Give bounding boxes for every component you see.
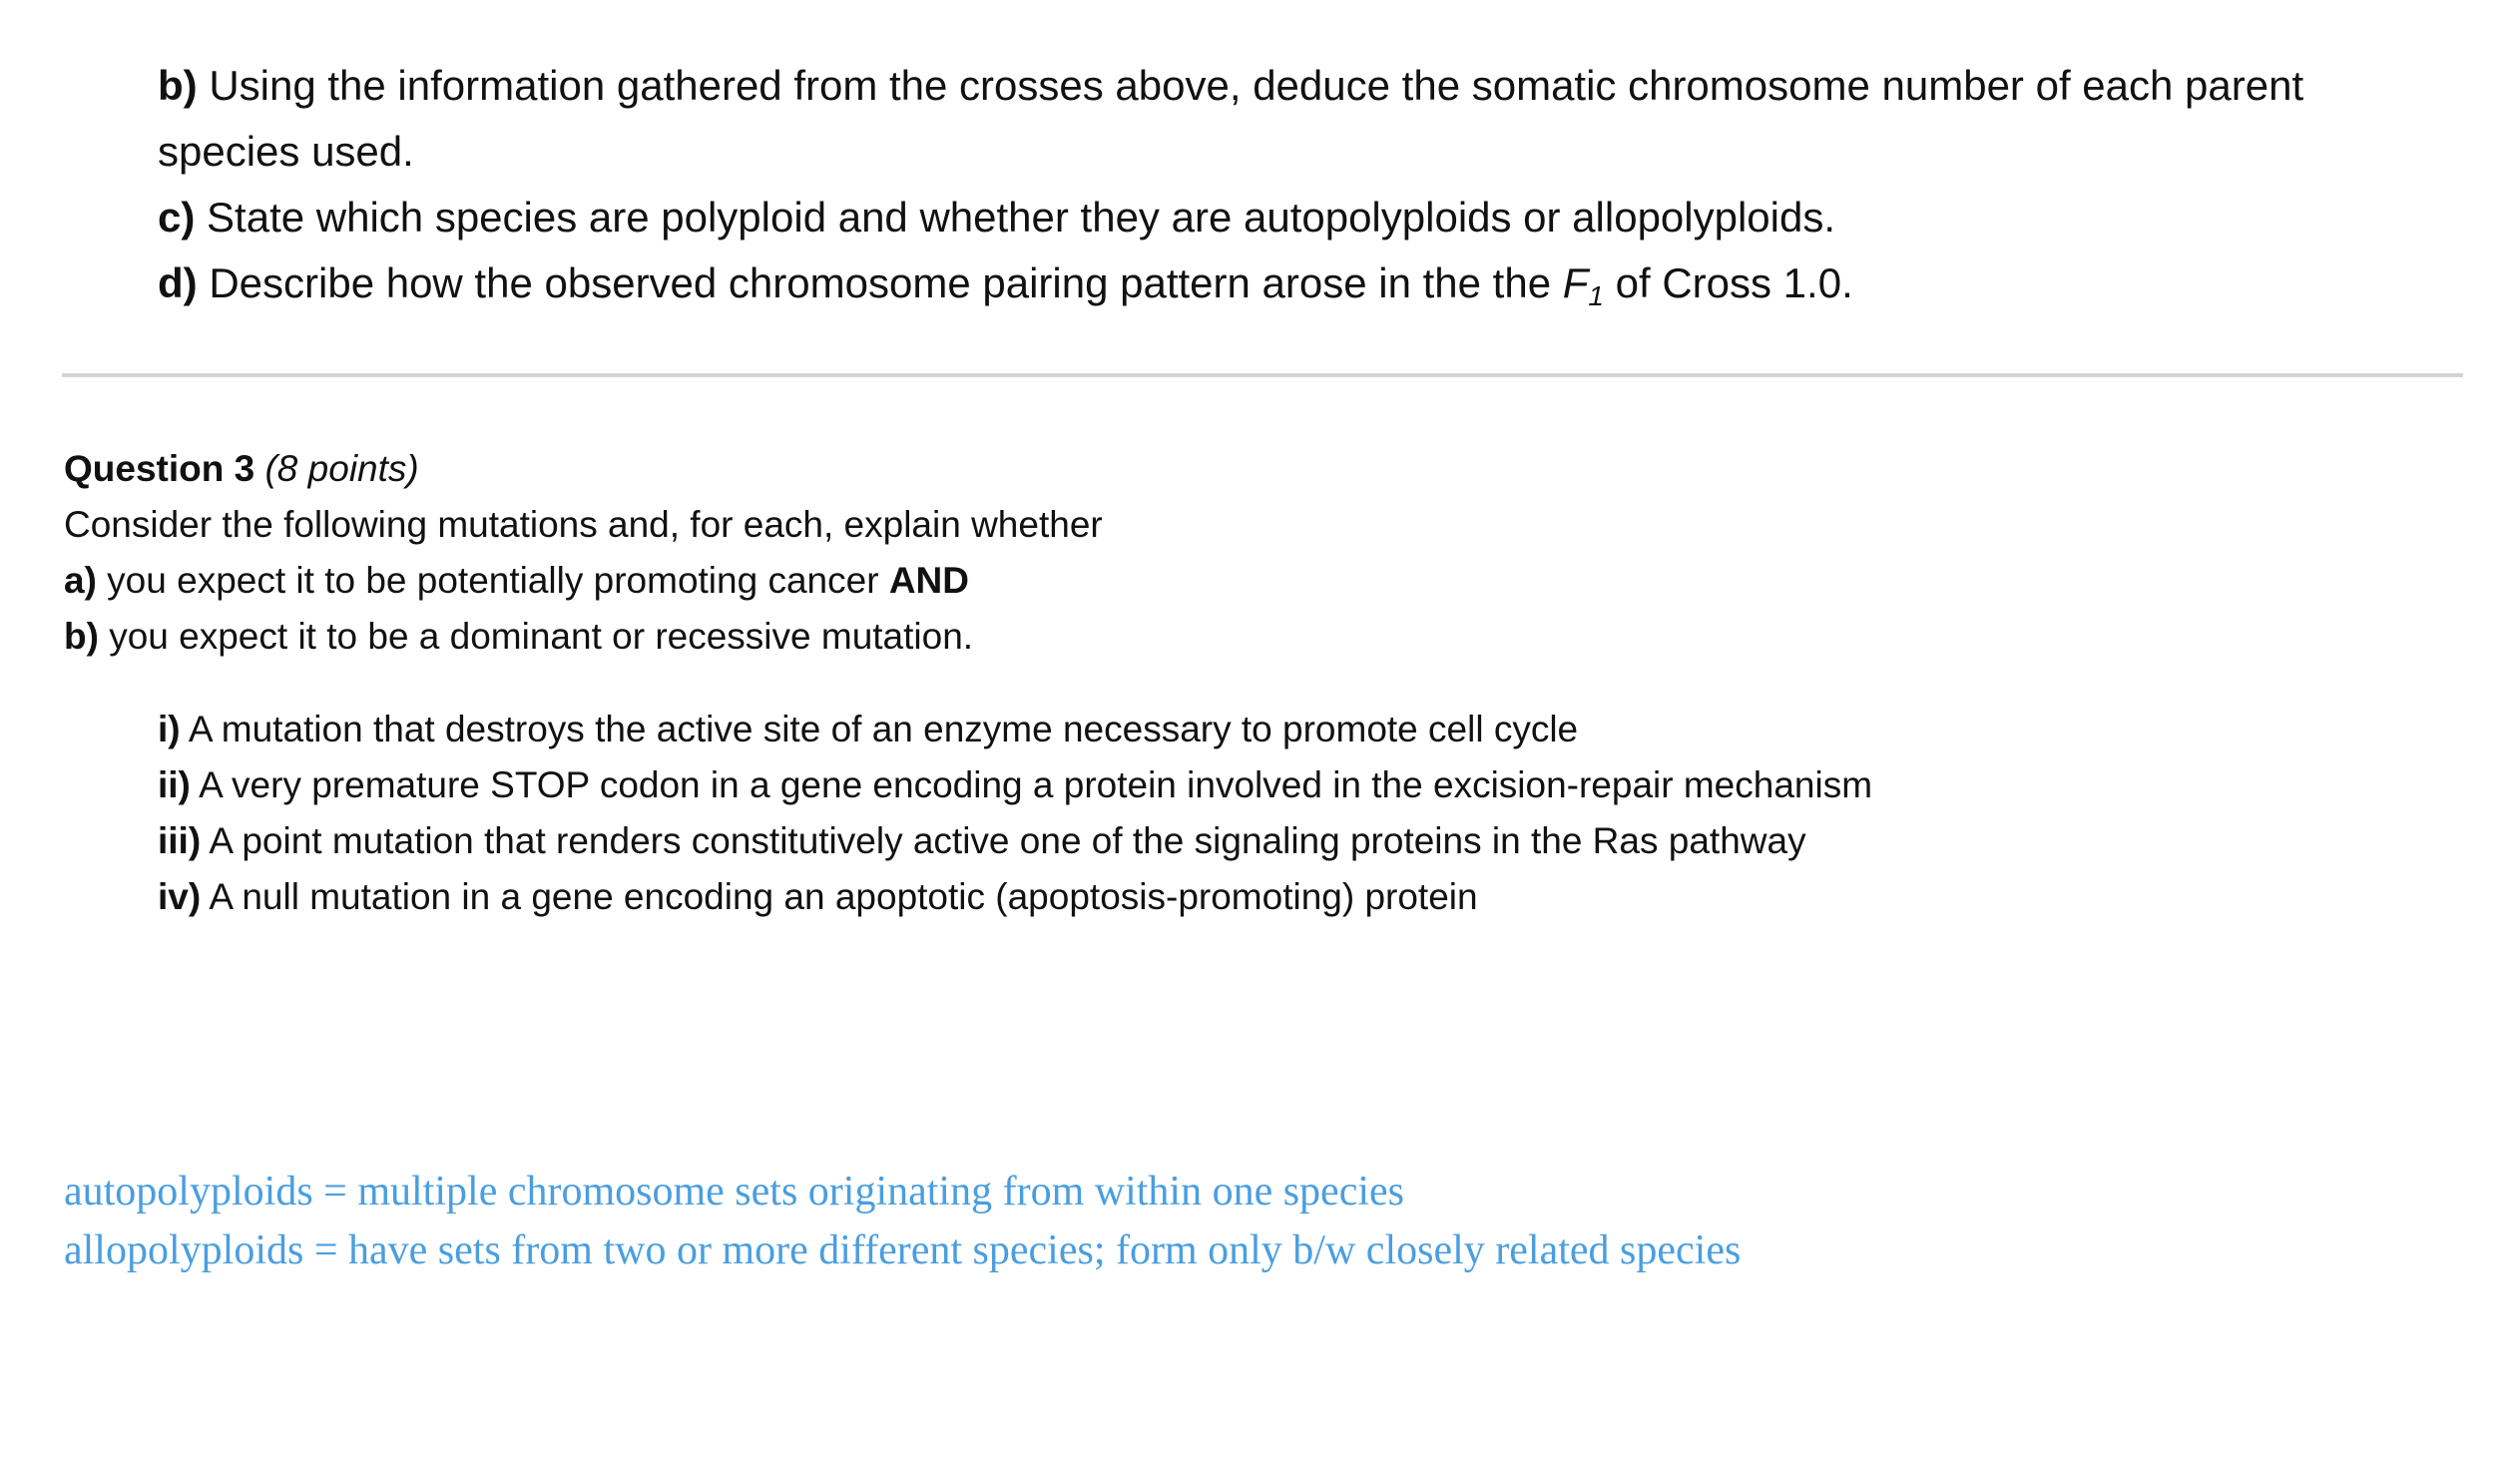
question3-heading [64, 441, 419, 497]
mutation-item-text: A very premature STOP codon in a gene encoding a protein involved in the excision-repair mechanism [190, 764, 1873, 805]
question3-part-a [64, 553, 969, 609]
part-c [158, 185, 1835, 250]
part-d [158, 250, 1853, 329]
question3-a-text: you expect it to be potentially promoting cancer [96, 560, 889, 601]
mutation-item-label: iv) [158, 876, 202, 917]
mutation-item-label: ii) [158, 764, 191, 805]
mutation-item-text: A point mutation that renders constitutively active one of the signaling proteins in the Ras pathway [201, 820, 1806, 861]
question3-title: Question 3 [64, 448, 255, 489]
question3-points: (8 points) [264, 448, 419, 489]
mutation-item-i [158, 702, 1578, 757]
part-b-label: b) [158, 62, 198, 109]
part-c-text: State which species are polyploid and whether they are autopolyploids or allopolyploids. [195, 194, 1836, 241]
question3-a-and: AND [888, 560, 969, 601]
part-d-f-subscript: 1 [1588, 280, 1604, 311]
mutation-item-iii [158, 813, 1806, 869]
question3-a-label: a) [64, 560, 97, 601]
question3-part-b [64, 609, 973, 665]
question3-b-text: you expect it to be a dominant or recessive mutation. [98, 616, 974, 657]
mutation-item-label: iii) [158, 820, 202, 861]
part-d-text-after: of Cross 1.0. [1603, 259, 1853, 306]
part-b-line1 [158, 53, 2303, 119]
mutation-item-text: A mutation that destroys the active site of an enzyme necessary to promote cell cycle [180, 709, 1579, 749]
part-c-label: c) [158, 194, 196, 241]
question3-b-label: b) [64, 616, 99, 657]
part-d-label: d) [158, 259, 198, 306]
part-d-f-letter: F [1562, 259, 1589, 306]
part-b-line2: species used. [158, 128, 414, 175]
mutation-item-ii [158, 757, 1872, 813]
note-autopolyploids: autopolyploids = multiple chromosome sets originating from within one species [64, 1169, 1404, 1215]
part-d-text-before: Describe how the observed chromosome pairing pattern arose in the the [197, 259, 1563, 306]
mutation-item-iv [158, 869, 1478, 925]
mutation-item-label: i) [158, 709, 181, 749]
section-divider [62, 373, 2463, 377]
question3-intro: Consider the following mutations and, for each, explain whether [64, 504, 1103, 545]
part-b-text: Using the information gathered from the crosses above, deduce the somatic chromosome number of each parent [197, 62, 2304, 109]
mutation-item-text: A null mutation in a gene encoding an apoptotic (apoptosis-promoting) protein [201, 876, 1478, 917]
note-allopolyploids: allopolyploids = have sets from two or more different species; form only b/w closely related species [64, 1228, 1742, 1273]
